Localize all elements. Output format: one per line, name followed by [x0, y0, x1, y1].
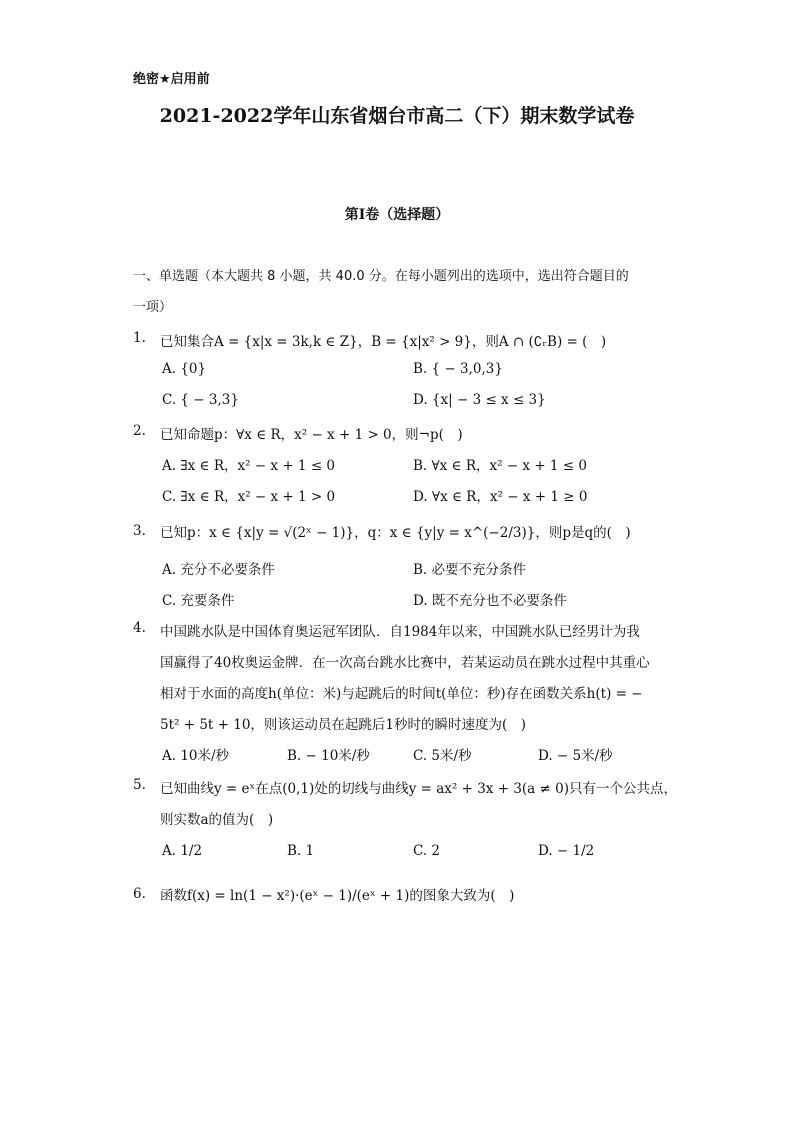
confidential-label: 绝密★启用前	[133, 72, 210, 87]
option-b: B. 必要不充分条件	[413, 562, 527, 578]
question-number: 1.	[133, 330, 146, 346]
question-number: 6.	[133, 886, 146, 902]
option-b: B. ∀x ∈ R，x² − x + 1 ≤ 0	[413, 458, 588, 474]
question-text: 函数f(x) = ln(1 − x²)·(eˣ − 1)/(eˣ + 1)的图象大致为( )	[160, 888, 515, 904]
question-text-line: 相对于水面的高度h(单位：米)与起跳后的时间t(单位：秒)存在函数关系h(t) = −	[160, 686, 643, 702]
option-c: C. { − 3,3}	[162, 392, 239, 408]
question-text-line: 国赢得了40枚奥运金牌．在一次高台跳水比赛中，若某运动员在跳水过程中其重心	[160, 655, 650, 671]
option-b: B. − 10米/秒	[287, 748, 370, 764]
option-a: A. 10米/秒	[162, 748, 230, 764]
option-a: A. {0}	[162, 361, 207, 377]
option-a: A. 充分不必要条件	[162, 562, 275, 578]
section-heading-line1: 一、单选题（本大题共 8 小题，共 40.0 分。在每小题列出的选项中，选出符合题目的	[133, 269, 629, 284]
question-text: 已知集合A = {x|x = 3k,k ∈ Z}，B = {x|x² > 9}，则A ∩ (∁ᵣB) = ( )	[160, 334, 607, 350]
option-b: B. 1	[287, 843, 315, 859]
question-number: 5.	[133, 777, 146, 793]
exam-title: 2021-2022学年山东省烟台市高二（下）期末数学试卷	[159, 105, 635, 127]
question-number: 3.	[133, 523, 146, 539]
option-c: C. 2	[413, 843, 441, 859]
question-text-line: 已知曲线y = eˣ在点(0,1)处的切线与曲线y = ax² + 3x + 3(a ≠ 0)只有一个公共点，	[160, 781, 677, 797]
question-text: 已知p：x ∈ {x|y = √(2ˣ − 1)}，q：x ∈ {y|y = x^(−2/3)}，则p是q的( )	[160, 525, 631, 541]
question-text: 已知命题p：∀x ∈ R，x² − x + 1 > 0，则¬p( )	[160, 427, 463, 443]
option-d: D. 既不充分也不必要条件	[413, 593, 567, 609]
option-a: A. ∃x ∈ R，x² − x + 1 ≤ 0	[162, 458, 336, 474]
question-text-line: 5t² + 5t + 10，则该运动员在起跳后1秒时的瞬时速度为( )	[160, 717, 527, 733]
question-number: 2.	[133, 423, 146, 439]
volume-heading: 第I卷（选择题）	[344, 207, 450, 223]
option-d: D. − 5米/秒	[538, 748, 613, 764]
option-d: D. ∀x ∈ R，x² − x + 1 ≥ 0	[413, 489, 588, 505]
question-number: 4.	[133, 620, 146, 636]
option-d: D. − 1/2	[538, 843, 595, 859]
question-text-line: 则实数a的值为( )	[160, 812, 274, 828]
section-heading-line2: 一项）	[133, 300, 173, 315]
option-d: D. {x| − 3 ≤ x ≤ 3}	[413, 392, 546, 408]
option-c: C. 充要条件	[162, 593, 235, 609]
option-b: B. { − 3,0,3}	[413, 361, 503, 377]
question-text-line: 中国跳水队是中国体育奥运冠军团队．自1984年以来，中国跳水队已经男计为我	[160, 624, 640, 640]
option-a: A. 1/2	[162, 843, 203, 859]
option-c: C. 5米/秒	[413, 748, 472, 764]
option-c: C. ∃x ∈ R，x² − x + 1 > 0	[162, 489, 336, 505]
